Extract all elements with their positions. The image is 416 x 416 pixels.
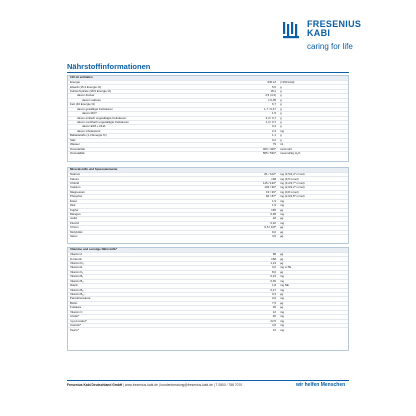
row-value: 165 (271, 208, 276, 212)
row-label: Kalium (70, 177, 79, 181)
row-unit: (=150 kcal) (280, 81, 295, 85)
row-value: ≤ 0,05 (267, 98, 276, 102)
row-label: Vitamin E (70, 266, 83, 270)
row-label: davon EPA + DHA (82, 125, 106, 129)
row-unit: g (280, 85, 282, 89)
vitamins-table-section (67, 247, 349, 351)
row-label: Eiweiß (15,2 Energie %) (70, 85, 102, 89)
row-unit: µg (280, 261, 284, 265)
row-unit: g (280, 89, 282, 93)
nutrition-table-section (67, 75, 349, 162)
title-divider (67, 72, 349, 73)
row-value: 115 / 130* (263, 181, 276, 185)
row-unit: µg (280, 257, 284, 261)
row-label: Selen (70, 235, 78, 239)
row-label: Folsäure (70, 306, 82, 310)
row-label: Vitamin C (70, 310, 83, 314)
row-value: 1,9 (271, 199, 276, 203)
row-label: Vitamin B₁₂ (70, 293, 85, 297)
footer-contact (67, 383, 242, 387)
brand-tagline: caring for life (307, 42, 353, 51)
row-value: 0,17 (270, 288, 276, 292)
row-value: 1,5 (271, 112, 276, 116)
row-unit: g (280, 98, 282, 102)
row-label: Cholin* (70, 315, 80, 319)
footer-website-link[interactable]: www.fresenius-kabi.de (124, 383, 158, 387)
row-label: Taurin* (70, 328, 79, 332)
row-unit: mg (280, 129, 285, 133)
row-label: Molybdän (70, 230, 83, 234)
row-value: 0,9 (271, 297, 276, 301)
row-value: 138 (271, 177, 276, 181)
row-unit: mg (3,2/3,7* mmol) (280, 181, 305, 185)
row-unit: g (280, 138, 282, 142)
row-unit: g (280, 94, 282, 98)
row-unit: g (280, 103, 282, 107)
section-header-label: 100 ml enthalten (70, 76, 93, 80)
row-unit: mosmol/kg H₂O (280, 152, 301, 156)
row-label: davon einfach ungesättigte Fettsäuren (77, 116, 127, 120)
row-label: Vitamin A (70, 253, 83, 257)
row-unit: mg (2,6/2,8* mmol) (280, 195, 305, 199)
row-value: 630 kJ (267, 81, 276, 85)
row-label: myo-Inositol* (70, 319, 87, 323)
row-value: 1,1 (271, 134, 276, 138)
row-value: 2,3 (271, 129, 276, 133)
row-unit: µg (280, 235, 284, 239)
row-unit: g (280, 134, 282, 138)
row-value: 4,5 (271, 235, 276, 239)
row-label: Eisen (70, 199, 78, 203)
row-value: 22,5 (270, 319, 276, 323)
row-unit: µg (280, 226, 284, 230)
row-label: Mangan (70, 213, 81, 217)
footer-company: Fresenius Kabi Deutschland GmbH (67, 383, 123, 387)
row-label: davon mehrfach ungesättigte Fettsäuren (77, 121, 129, 125)
row-value: 158 (271, 257, 276, 261)
row-value: 79 (272, 143, 276, 147)
row-value: 555 / 530* (262, 152, 276, 156)
row-label: β-Carotin (70, 257, 82, 261)
row-value: 0,4 (271, 125, 276, 129)
row-label: davon MCT (82, 112, 97, 116)
row-value: 6,5 / 9,8* (264, 226, 276, 230)
row-value: 7,5 (271, 301, 276, 305)
table-row (68, 235, 348, 238)
row-unit: µg (280, 253, 284, 257)
row-label: Energie (70, 81, 80, 85)
row-unit: g (280, 125, 282, 129)
row-unit: mg (280, 199, 285, 203)
row-value: 0,23 (270, 275, 276, 279)
row-value: 4,5 (4,3) (265, 94, 276, 98)
row-label: Niacin (70, 284, 79, 288)
brand-name-line2: KABI (307, 28, 331, 38)
row-label: Fluorid (70, 221, 79, 225)
row-value: 82 / 87* (266, 195, 276, 199)
row-label: Kohlenhydrate (48,5 Energie %) (70, 89, 112, 93)
brand-name-line1: FRESENIUS (307, 19, 362, 29)
row-label: Salz (70, 138, 76, 142)
row-value: 6,7 (271, 103, 276, 107)
row-value: 3,0 (271, 266, 276, 270)
row-unit: mg (280, 319, 285, 323)
row-unit: µg (280, 301, 284, 305)
section-header-label: Vitamine und sonstige Nährstoffe* (70, 248, 118, 252)
row-unit: mg (280, 324, 285, 328)
row-label: davon Cholesterol (77, 129, 101, 133)
row-unit: g (280, 116, 282, 120)
table-row (68, 328, 348, 331)
row-value: 98 (272, 253, 276, 257)
row-unit: µg (280, 217, 284, 221)
row-unit: µg (280, 292, 284, 297)
row-value: 1,8 (271, 284, 276, 288)
row-unit: mosmol/l (280, 147, 292, 151)
row-value: 1,13 (270, 261, 276, 265)
row-unit: mg (0,8 mmol) (280, 190, 299, 194)
table-row (68, 152, 348, 155)
row-unit: mg (280, 212, 285, 217)
row-label: Calcium (70, 186, 81, 190)
row-label: Zink (70, 204, 76, 208)
row-unit: ml (280, 143, 284, 147)
row-value: 12 (272, 328, 276, 332)
page-title: Nährstoffinformationen (67, 62, 151, 71)
row-value: 30 (272, 306, 276, 310)
row-label: Vitamin B₁ (70, 275, 84, 279)
row-value: 18 (272, 217, 276, 221)
row-label: Chlorid (70, 181, 80, 185)
section-header-label: Mineralstoffe und Spurenelemente (70, 168, 118, 172)
minerals-table-section (67, 167, 349, 244)
row-unit: mg (280, 328, 285, 332)
footer-divider (67, 380, 349, 381)
row-label: Vitamin B₆ (70, 288, 84, 292)
row-unit: mg (280, 279, 285, 283)
row-unit: mg (280, 204, 285, 208)
row-value: 1,3 / 0,7 (265, 120, 276, 125)
row-unit: µg (280, 230, 284, 234)
row-unit: mg (3,5/4,4* mmol) (280, 173, 305, 177)
row-unit: mg (2,6/2,2* mmol) (280, 186, 305, 190)
row-label: Osmolalität (70, 152, 85, 156)
brand-name (307, 20, 361, 38)
row-unit: g (280, 112, 282, 116)
fresenius-kabi-logo (283, 18, 393, 64)
footer-separator: | (158, 383, 161, 387)
row-label: Vitamin D₃ (70, 261, 84, 265)
row-label: Vitamin K₁ (70, 270, 84, 274)
row-unit: mg (280, 315, 285, 319)
row-label: davon gesättigte Fettsäuren (77, 107, 113, 111)
row-unit: mg (280, 310, 285, 314)
row-unit: mg (280, 288, 285, 292)
row-unit: µg (280, 208, 284, 212)
footer-phone: T 0800 / 788 7070 (215, 383, 243, 387)
row-unit: mg NE (280, 284, 289, 288)
footer-email-link[interactable]: kundenberatung@fresenius-kabi.de (160, 383, 213, 387)
row-unit: mg α-TE (280, 266, 292, 270)
footer-slogan: wir helfen Menschen (296, 382, 346, 388)
row-value: 103 / 90* (264, 186, 276, 190)
row-unit: mg (280, 221, 285, 225)
row-value: 8,0 (271, 270, 276, 274)
row-label: Kupfer (70, 208, 79, 212)
row-value: 5,6 (271, 85, 276, 89)
footer-separator: | (123, 383, 125, 387)
row-value: 0,2 (271, 138, 276, 142)
row-label: Natrium (70, 173, 81, 177)
row-label: Wasser (70, 143, 80, 147)
row-label: Jodid (70, 217, 77, 221)
row-label: Chrom (70, 226, 79, 230)
row-value: 0,30 (270, 279, 276, 283)
row-value: 9,0 (271, 230, 276, 234)
row-value: 81 / 102* (264, 173, 276, 177)
row-value: 460 / 420* (262, 147, 276, 151)
row-label: Osmolarität (70, 147, 85, 151)
row-value: 19 / 20* (266, 190, 276, 194)
row-label: Magnesium (70, 190, 85, 194)
row-label: davon Laktose (82, 98, 101, 102)
footer-separator: | (213, 383, 216, 387)
row-value: 4,5 (271, 324, 276, 328)
row-unit: g (280, 107, 282, 111)
row-value: 1,5 (271, 204, 276, 208)
row-label: Pantothensäure (70, 297, 91, 301)
row-value: 30 (272, 315, 276, 319)
row-label: davon Zucker (77, 94, 95, 98)
row-value: 0,38 (270, 212, 276, 217)
row-label: Vitamin B₂ (70, 279, 84, 283)
row-unit: mg (280, 275, 285, 279)
row-unit: mg (3,5 mmol) (280, 177, 299, 181)
row-value: 18,1 (270, 89, 276, 93)
row-value: 0,22 (270, 221, 276, 225)
row-unit: mg (280, 297, 285, 301)
row-unit: µg (280, 270, 284, 274)
row-unit: g (280, 120, 282, 125)
row-value: 3,3 / 0,7 (265, 116, 276, 120)
row-value: 12 (272, 310, 276, 314)
fresenius-logo-mark-icon (283, 21, 303, 41)
row-label: Phosphor (70, 195, 83, 199)
row-label: Fett (40 Energie %) (70, 103, 96, 107)
row-label: Ballaststoffe (1,3 Energie %) (70, 134, 107, 138)
row-label: Biotin (70, 301, 78, 305)
row-label: Carnitin* (70, 324, 82, 328)
row-value: 1,7 / 0,47 (263, 107, 276, 111)
row-unit: µg (280, 306, 284, 310)
row-value: 0,3 (271, 292, 276, 297)
